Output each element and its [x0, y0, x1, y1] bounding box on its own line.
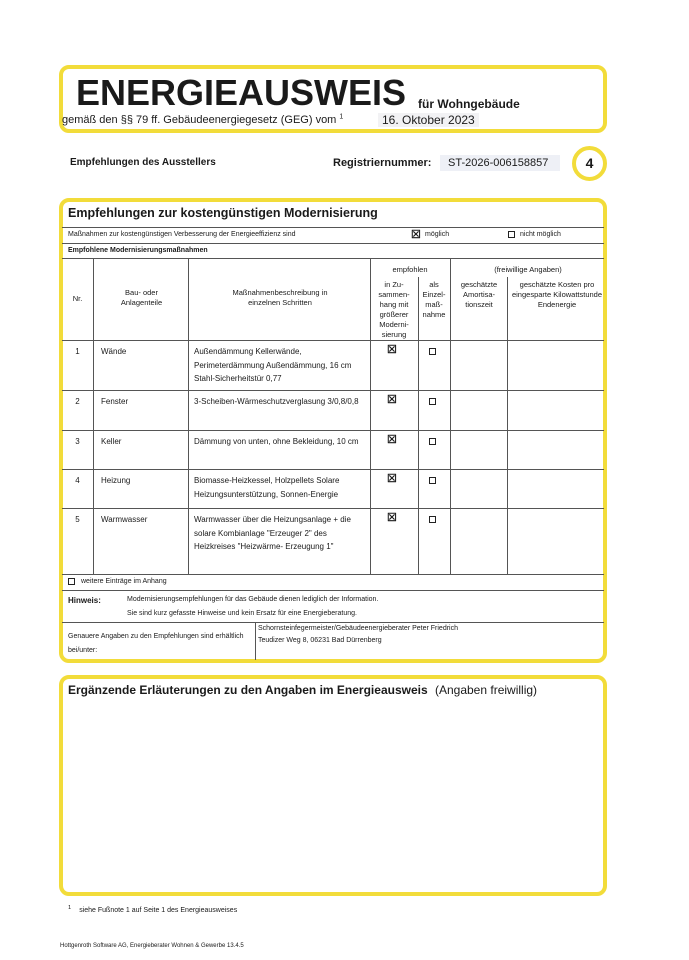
col-nr: Nr.	[72, 294, 83, 303]
row-part: Fenster	[101, 397, 129, 406]
combined-checkbox[interactable]: ☒	[387, 512, 397, 524]
row-desc: Warmwasser über die Heizungsanlage + die solare Kombianlage "Erzeuger 2" des Heizkreises "Heizwärme- Erzeugung 1"	[194, 515, 351, 551]
footnote-number: 1	[68, 905, 72, 911]
col-desc: Maßnahmenbeschreibung in einzelnen Schritten	[232, 288, 328, 307]
software-footer: Hottgenroth Software AG, Energieberater Wohnen & Gewerbe 13.4.5	[60, 943, 244, 949]
possible-checkbox[interactable]: ☒	[411, 229, 421, 241]
footnote-mark: 1	[339, 113, 344, 121]
row-nr: 3	[75, 437, 80, 446]
row-desc: 3-Scheiben-Wärmeschutzverglasung 3/0,8/0,8	[194, 397, 359, 406]
row-part: Heizung	[101, 476, 131, 485]
row-part: Warmwasser	[101, 515, 148, 524]
row-part: Wände	[101, 347, 127, 356]
combined-checkbox[interactable]: ☒	[387, 434, 397, 446]
col-recommended: empfohlen	[392, 265, 428, 274]
page-number-badge: 4	[572, 146, 607, 181]
combined-checkbox[interactable]: ☒	[387, 473, 397, 485]
single-checkbox[interactable]	[429, 398, 436, 405]
building-type: für Wohngebäude	[418, 97, 520, 111]
col-optional: (freiwillige Angaben)	[494, 265, 562, 274]
row-desc: Biomasse-Heizkessel, Holzpellets Solare Heizungsunterstützung, Sonnen-Energie	[194, 476, 340, 499]
modernisation-title: Empfehlungen zur kostengünstigen Modernisierung	[68, 206, 378, 220]
explanations-heading: Ergänzende Erläuterungen zu den Angaben im Energieausweis	[68, 683, 428, 697]
document-title: ENERGIEAUSWEIS	[76, 72, 407, 113]
row-desc: Dämmung von unten, ohne Bekleidung, 10 cm	[194, 437, 359, 446]
note-line-1: Modernisierungsempfehlungen für das Gebäude dienen lediglich der Information.	[127, 596, 379, 603]
row-desc: Außendämmung Kellerwände, Perimeterdämmung Außendämmung, 16 cm Stahl-Sicherheitstür 0,77	[194, 347, 352, 383]
more-entries-label: weitere Einträge im Anhang	[81, 578, 167, 585]
registration-number: ST-2026-006158857	[440, 155, 560, 171]
legal-basis-text: gemäß den §§ 79 ff. Gebäudeenergiegesetz (GEG) vom	[62, 114, 337, 126]
single-checkbox[interactable]	[429, 348, 436, 355]
col-combined: in Zu-sammen-hang mit größerer Moderni-sierung	[378, 280, 410, 339]
col-payback: geschätzte Amortisa-tionszeit	[460, 280, 498, 309]
possible-question: Maßnahmen zur kostengünstigen Verbesserung der Energieeffizienz sind	[68, 231, 296, 238]
not-possible-checkbox[interactable]	[508, 231, 515, 238]
contact-label: Genauere Angaben zu den Empfehlungen sind erhältlich bei/unter:	[68, 633, 244, 654]
legal-basis	[62, 114, 343, 127]
explanations-box	[59, 675, 607, 896]
contact-line-1: Schornsteinfegermeister/Gebäudeenergieberater Peter Friedrich	[258, 625, 458, 632]
issue-date: 16. Oktober 2023	[378, 113, 479, 127]
col-part: Bau- oder Anlagenteile	[120, 288, 163, 307]
section-label: Empfehlungen des Ausstellers	[70, 157, 216, 168]
measures-heading: Empfohlene Modernisierungsmaßnahmen	[68, 247, 208, 254]
single-checkbox[interactable]	[429, 477, 436, 484]
registration-label: Registriernummer:	[333, 157, 432, 169]
footnote	[68, 905, 237, 914]
combined-checkbox[interactable]: ☒	[387, 344, 397, 356]
contact-line-2: Teudizer Weg 8, 06231 Bad Dürrenberg	[258, 637, 382, 644]
row-nr: 1	[75, 347, 80, 356]
single-checkbox[interactable]	[429, 516, 436, 523]
not-possible-label: nicht möglich	[520, 231, 561, 238]
footnote-text: siehe Fußnote 1 auf Seite 1 des Energieausweises	[79, 907, 238, 915]
col-single: als Einzel-maß-nahme	[422, 280, 446, 319]
row-nr: 5	[75, 515, 80, 524]
col-cost: geschätzte Kosten pro eingesparte Kilowattstunde Endenergie	[511, 280, 603, 309]
explanations-title	[68, 683, 537, 697]
single-checkbox[interactable]	[429, 438, 436, 445]
combined-checkbox[interactable]: ☒	[387, 394, 397, 406]
row-nr: 4	[75, 476, 80, 485]
more-entries-checkbox[interactable]	[68, 578, 75, 585]
row-part: Keller	[101, 437, 122, 446]
note-line-2: Sie sind kurz gefasste Hinweise und kein Ersatz für eine Energieberatung.	[127, 610, 357, 617]
row-nr: 2	[75, 397, 80, 406]
note-label: Hinweis:	[68, 596, 101, 605]
possible-label: möglich	[425, 231, 450, 238]
explanations-optional: (Angaben freiwillig)	[434, 683, 538, 697]
